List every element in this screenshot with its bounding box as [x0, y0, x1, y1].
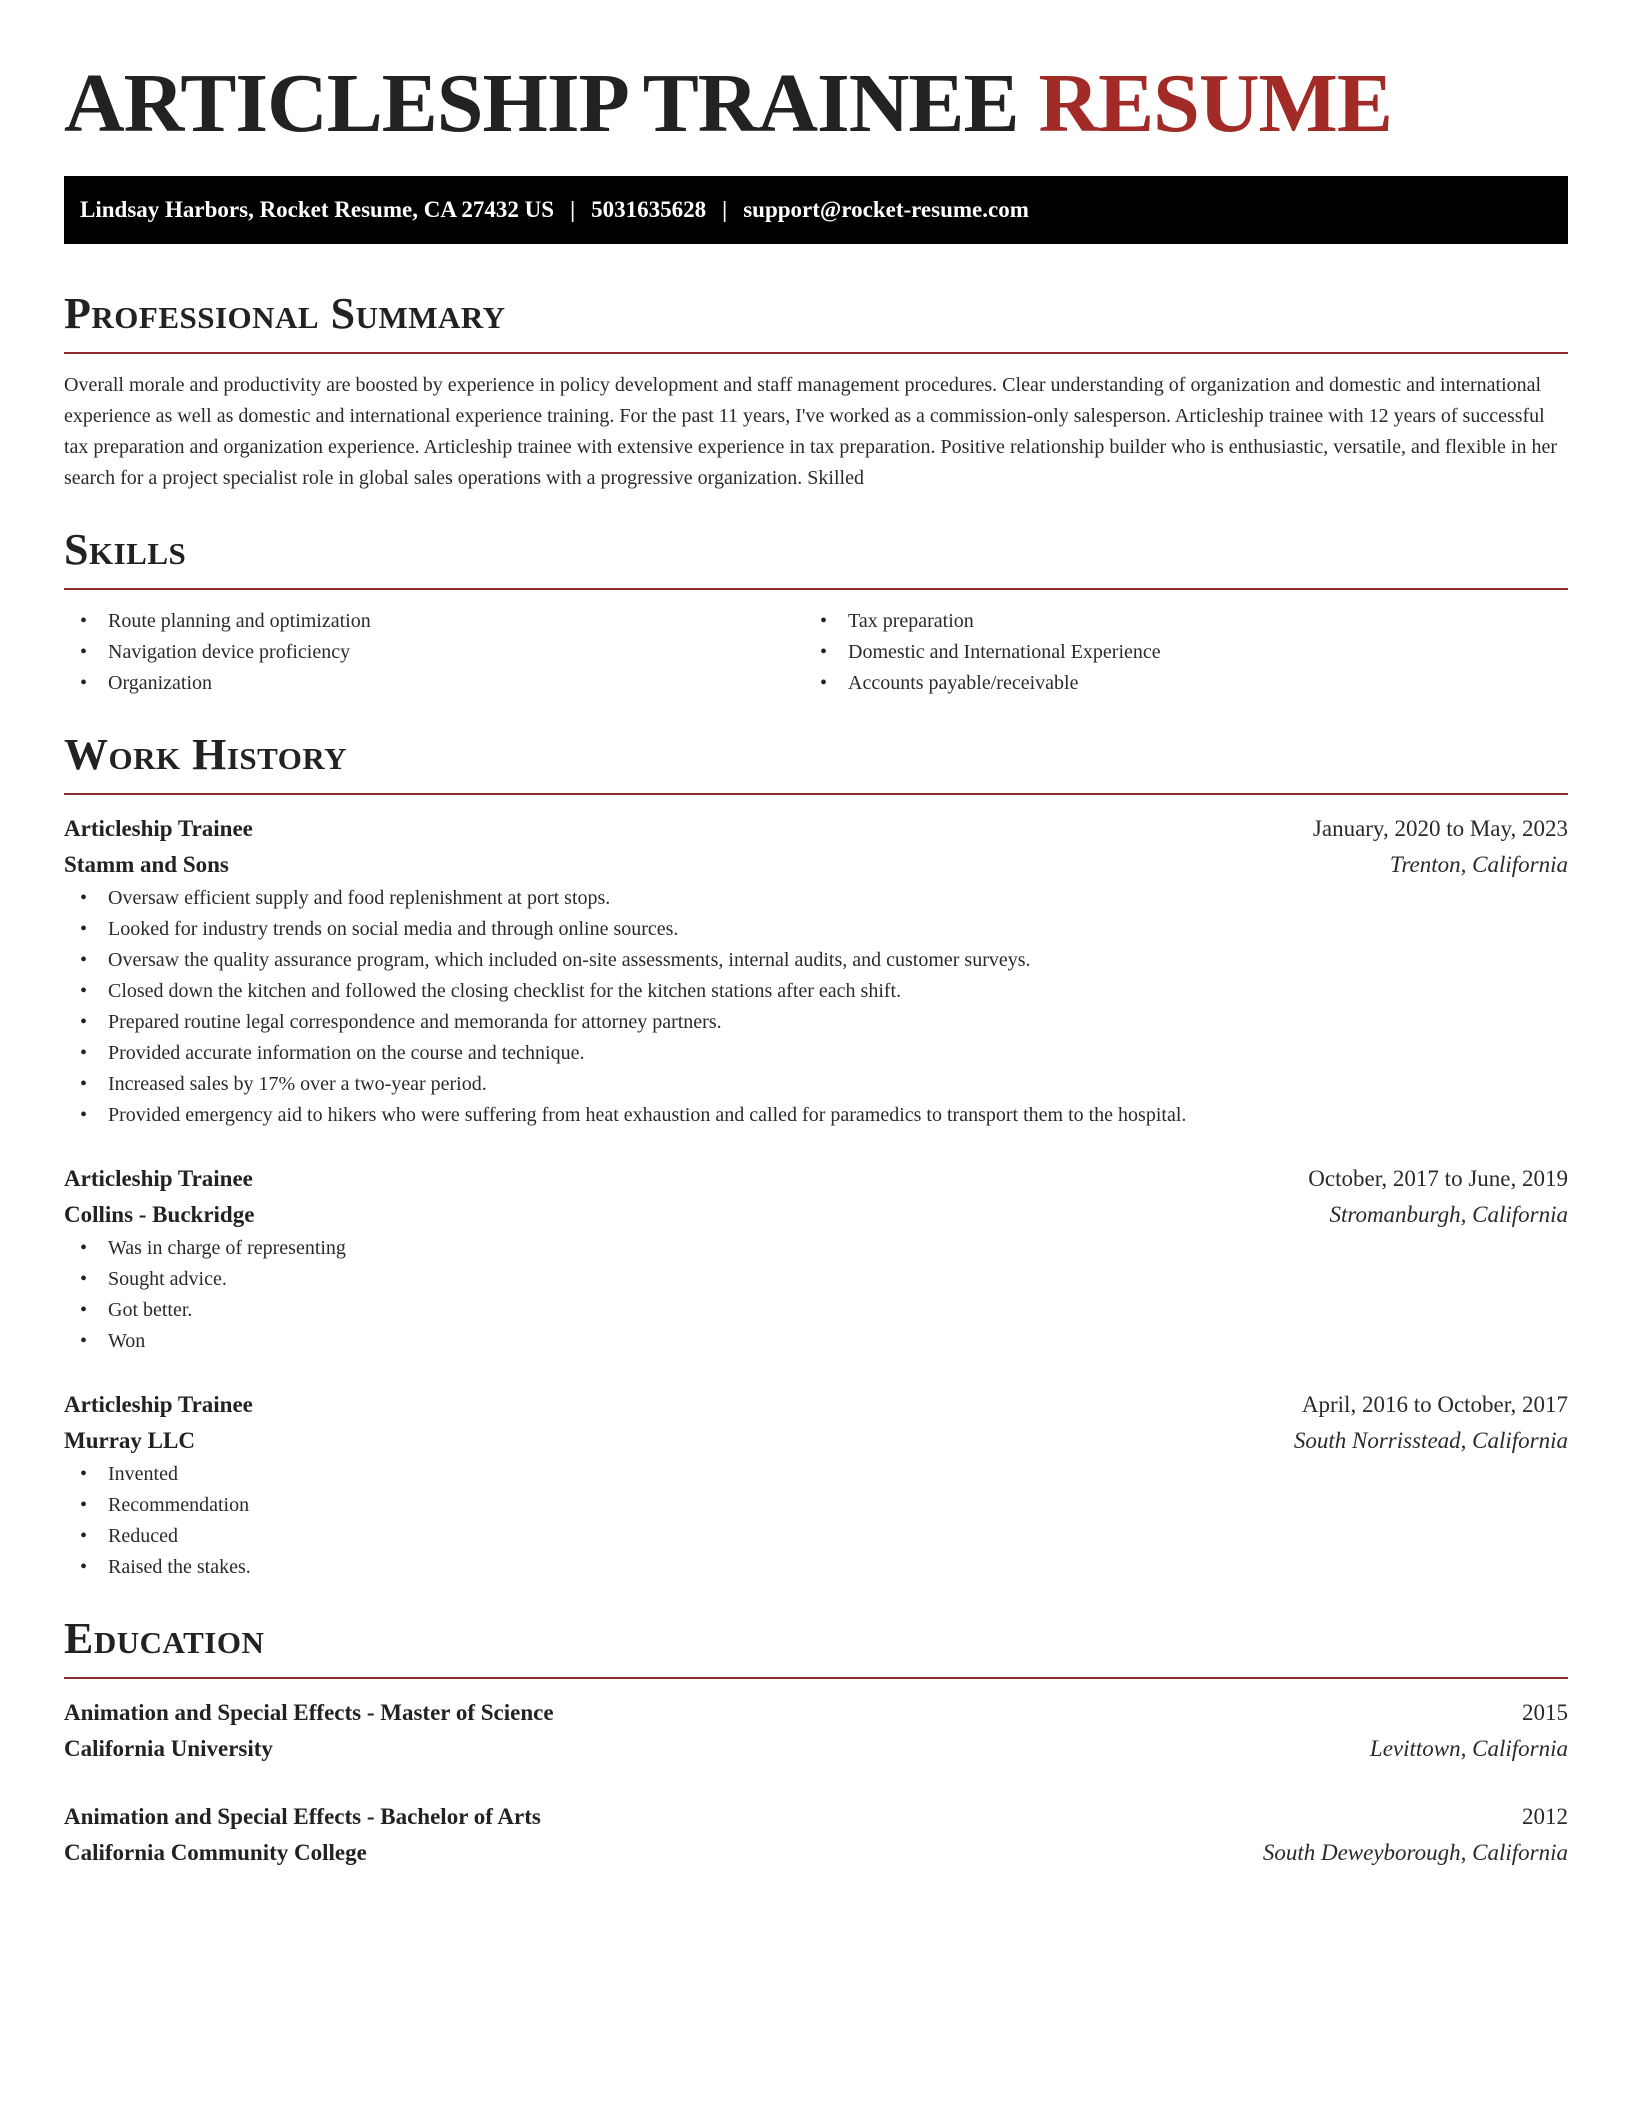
job-bullet: • Provided accurate information on the course and technique. [64, 1038, 1568, 1069]
skill-item: • Accounts payable/receivable [804, 668, 1544, 699]
job-bullet: • Provided emergency aid to hikers who were suffering from heat exhaustion and called for paramedics to transport them to the hospital. [64, 1100, 1568, 1131]
skill-item: • Organization [64, 668, 804, 699]
job-company: Collins - Buckridge [64, 1202, 255, 1227]
education-year: 2015 [1522, 1700, 1568, 1725]
job-location: South Norrisstead, California [1293, 1428, 1568, 1453]
skills-list-right [804, 606, 1544, 699]
skills-columns [64, 606, 1568, 699]
job-header-row [64, 1161, 1568, 1197]
skills-list-left [64, 606, 804, 699]
education-degree: Animation and Special Effects - Bachelor of Arts [64, 1804, 541, 1829]
education-entry [64, 1695, 1568, 1767]
job-title: Articleship Trainee [64, 1392, 253, 1417]
job-dates: January, 2020 to May, 2023 [1312, 816, 1568, 841]
job-title: Articleship Trainee [64, 816, 253, 841]
job-bullet: • Closed down the kitchen and followed the closing checklist for the kitchen stations after each shift. [64, 976, 1568, 1007]
skill-item: • Route planning and optimization [64, 606, 804, 637]
contact-address: Lindsay Harbors, Rocket Resume, CA 27432 US [80, 197, 555, 222]
education-degree-row [64, 1695, 1568, 1731]
job-bullet: • Sought advice. [64, 1264, 1568, 1295]
contact-separator: | [722, 197, 728, 222]
title-accent: RESUME [1038, 57, 1392, 150]
skill-item: • Tax preparation [804, 606, 1544, 637]
job-company: Murray LLC [64, 1428, 195, 1453]
job-entry [64, 1161, 1568, 1357]
section-heading-summary: Professional Summary [64, 289, 506, 338]
skill-item: • Domestic and International Experience [804, 637, 1544, 668]
job-location: Stromanburgh, California [1329, 1202, 1568, 1227]
job-bullet: • Increased sales by 17% over a two-year period. [64, 1069, 1568, 1100]
job-company-row [64, 1197, 1568, 1233]
education-location: South Deweyborough, California [1262, 1840, 1568, 1865]
section-heading-education: Education [64, 1614, 265, 1663]
section-divider [64, 793, 1568, 795]
job-bullet: • Was in charge of representing [64, 1233, 1568, 1264]
job-location: Trenton, California [1389, 852, 1568, 877]
education-location: Levittown, California [1369, 1736, 1568, 1761]
job-header-row [64, 1387, 1568, 1423]
education-degree: Animation and Special Effects - Master of Science [64, 1700, 554, 1725]
job-bullet: • Looked for industry trends on social media and through online sources. [64, 914, 1568, 945]
education-school: California Community College [64, 1840, 367, 1865]
education-section [64, 1611, 1568, 1871]
job-company-row [64, 1423, 1568, 1459]
education-school-row [64, 1835, 1568, 1871]
education-school: California University [64, 1736, 273, 1761]
job-company: Stamm and Sons [64, 852, 229, 877]
contact-email: support@rocket-resume.com [743, 197, 1029, 222]
job-entry [64, 1387, 1568, 1583]
section-divider [64, 352, 1568, 354]
job-company-row [64, 847, 1568, 883]
job-dates: October, 2017 to June, 2019 [1308, 1166, 1568, 1191]
job-bullets [64, 1233, 1568, 1357]
education-year: 2012 [1522, 1804, 1568, 1829]
job-header-row [64, 811, 1568, 847]
contact-separator: | [570, 197, 576, 222]
work-section [64, 727, 1568, 1583]
section-heading-skills: Skills [64, 525, 187, 574]
job-bullets [64, 883, 1568, 1131]
summary-section [64, 286, 1568, 494]
title-main: ARTICLESHIP TRAINEE [64, 57, 1019, 150]
job-bullet: • Invented [64, 1459, 1568, 1490]
job-title: Articleship Trainee [64, 1166, 253, 1191]
section-divider [64, 1677, 1568, 1679]
skills-section [64, 522, 1568, 699]
contact-phone: 5031635628 [591, 197, 707, 222]
job-bullet: • Oversaw the quality assurance program, which included on-site assessments, internal audits, and customer surveys. [64, 945, 1568, 976]
job-bullet: • Got better. [64, 1295, 1568, 1326]
job-bullet: • Raised the stakes. [64, 1552, 1568, 1583]
section-heading-work: Work History [64, 730, 348, 779]
job-bullet: • Oversaw efficient supply and food replenishment at port stops. [64, 883, 1568, 914]
skill-item: • Navigation device proficiency [64, 637, 804, 668]
education-school-row [64, 1731, 1568, 1767]
job-entry [64, 811, 1568, 1131]
job-bullet: • Recommendation [64, 1490, 1568, 1521]
job-bullet: • Won [64, 1326, 1568, 1357]
job-bullet: • Prepared routine legal correspondence and memoranda for attorney partners. [64, 1007, 1568, 1038]
job-bullet: • Reduced [64, 1521, 1568, 1552]
education-degree-row [64, 1799, 1568, 1835]
contact-bar [64, 176, 1568, 244]
education-entry [64, 1799, 1568, 1871]
section-divider [64, 588, 1568, 590]
job-bullets [64, 1459, 1568, 1583]
resume-title [64, 0, 1568, 152]
job-dates: April, 2016 to October, 2017 [1301, 1392, 1568, 1417]
summary-text: Overall morale and productivity are boosted by experience in policy development and staff management procedures. Clear understanding of organization and domestic and international experience as well as domestic and international experience training. For the past 11 years, I've worked as a commission-only salesperson. Articleship trainee with 12 years of successful tax preparation and organization experience. Articleship trainee with extensive experience in tax preparation. Positive relationship builder who is enthusiastic, versatile, and flexible in her search for a project specialist role in global sales operations with a progressive organization. Skilled [64, 374, 1558, 489]
